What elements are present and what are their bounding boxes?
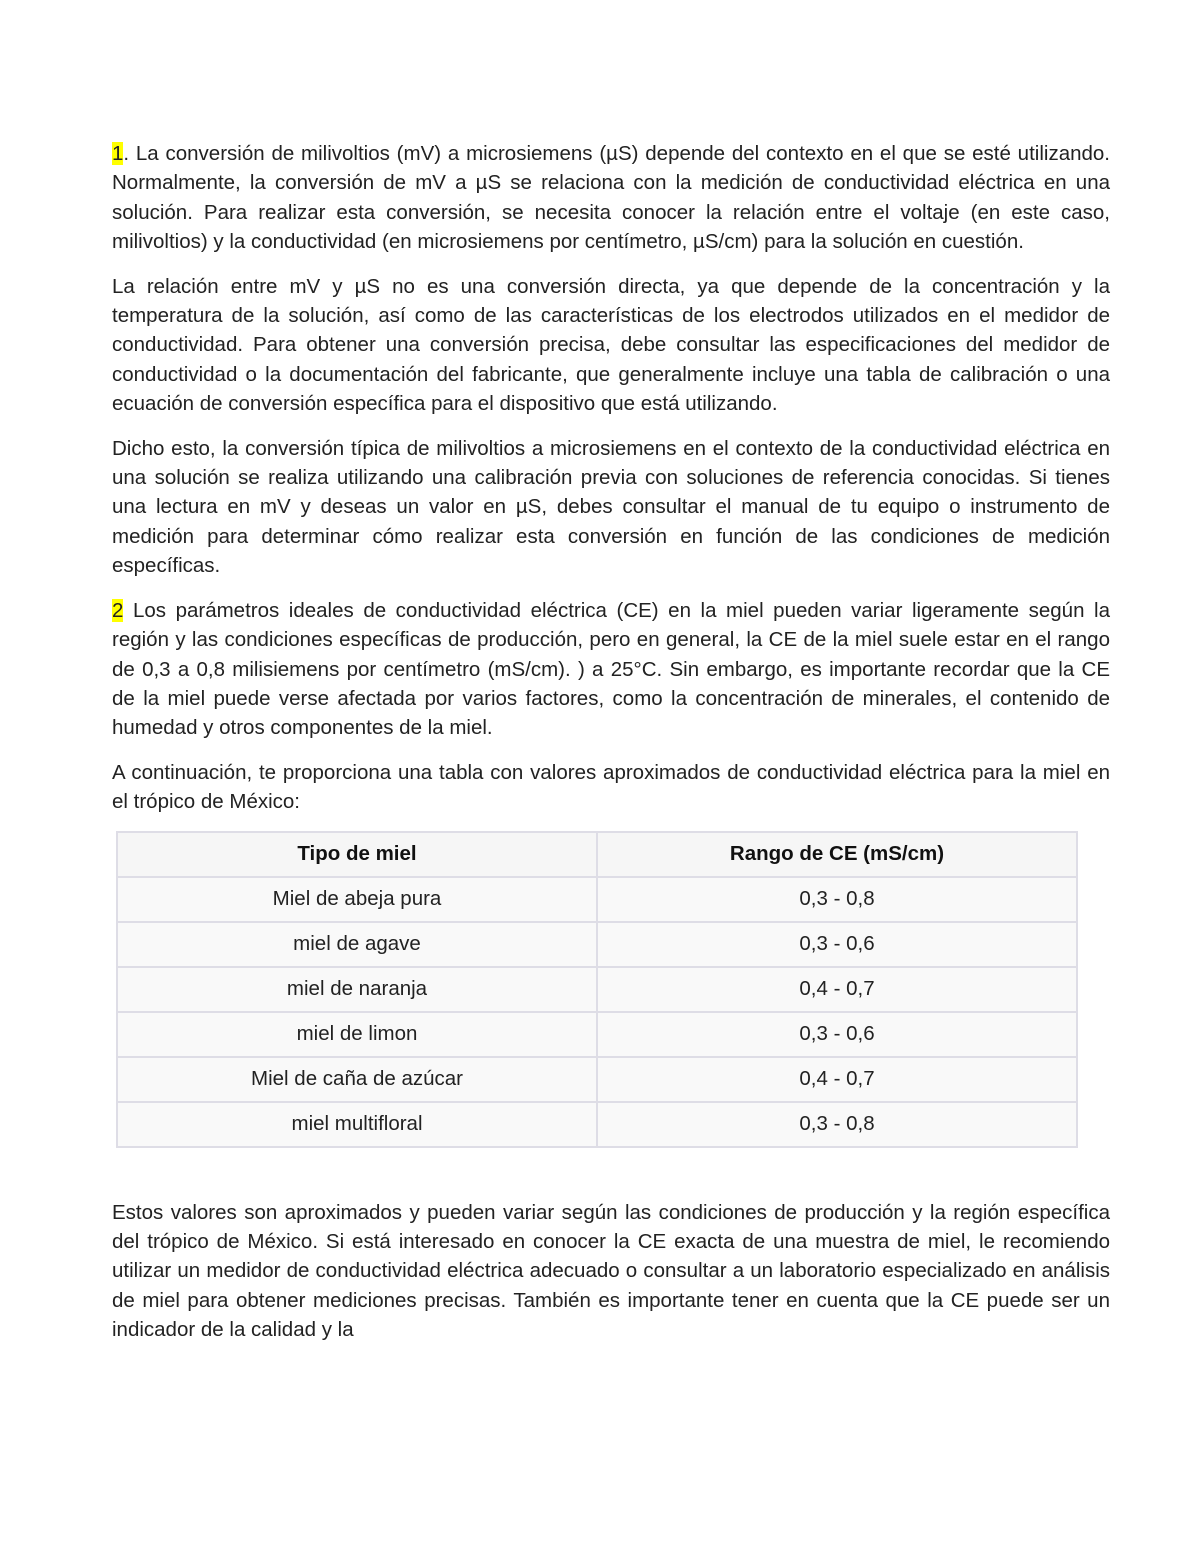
paragraph-relation: La relación entre mV y µS no es una conversión directa, ya que depende de la concentración y la temperatura de la solución, así como de las características de los electrodos utilizados en el medidor de conductividad. Para obtener una conversión precisa, debe consultar las especificaciones del medidor de conductividad o la documentación del fabricante, que generalmente incluye una tabla de calibración o una ecuación de conversión específica para el dispositivo que está utilizando. (112, 274, 1110, 416)
table-row (117, 877, 1077, 922)
paragraph-text: . La conversión de milivoltios (mV) a microsiemens (µS) depende del contexto en el que se esté utilizando. Normalmente, la conversión de mV a µS se relaciona con la medición de conductividad eléctrica en una solución. Para realizar esta conversión, se necesita conocer la relación entre el voltaje (en este caso, milivoltios) y la conductividad (en microsiemens por centímetro, µS/cm) para la solución en cuestión. (112, 142, 1110, 254)
conductivity-table (116, 831, 1078, 1148)
table-row (117, 967, 1077, 1012)
header-ce-range: Rango de CE (mS/cm) (597, 832, 1077, 877)
cell-ce-range: 0,3 - 0,6 (597, 1012, 1077, 1057)
paragraph-text: Los parámetros ideales de conductividad eléctrica (CE) en la miel pueden variar ligeramente según la región y las condiciones específicas de producción, pero en general, la CE de la miel suele estar en el rango de 0,3 a 0,8 milisiemens por centímetro (mS/cm). ) a 25°C. Sin embargo, es importante recordar que la CE de la miel puede verse afectada por varios factores, como la concentración de minerales, el contenido de humedad y otros componentes de la miel. (112, 598, 1110, 740)
highlight-marker-1: 1 (112, 142, 124, 165)
header-honey-type: Tipo de miel (117, 832, 597, 877)
table-row (117, 1012, 1077, 1057)
cell-ce-range: 0,3 - 0,6 (597, 922, 1077, 967)
cell-honey-type: miel de limon (117, 1012, 597, 1057)
cell-honey-type: miel de agave (117, 922, 597, 967)
table-header-row (117, 832, 1077, 877)
paragraph-table-intro: A continuación, te proporciona una tabla con valores aproximados de conductividad eléctrica para la miel en el trópico de México: (112, 760, 1110, 814)
highlight-marker-2: 2 (112, 598, 124, 622)
cell-ce-range: 0,4 - 0,7 (597, 967, 1077, 1012)
table-row (117, 1057, 1077, 1102)
paragraph-ideal-parameters (112, 596, 1110, 743)
table-row (117, 922, 1077, 967)
paragraph-closing: Estos valores son aproximados y pueden variar según las condiciones de producción y la región específica del trópico de México. Si está interesado en conocer la CE exacta de una muestra de miel, le recomiendo utilizar un medidor de conductividad eléctrica adecuado o consultar a un laboratorio especializado en análisis de miel para obtener mediciones precisas. También es importante tener en cuenta que la CE puede ser un indicador de la calidad y la (112, 1200, 1110, 1342)
cell-honey-type: Miel de caña de azúcar (117, 1057, 597, 1102)
cell-ce-range: 0,3 - 0,8 (597, 1102, 1077, 1147)
document-page (112, 139, 1110, 1360)
paragraph-conversion-intro (112, 139, 1110, 257)
cell-honey-type: Miel de abeja pura (117, 877, 597, 922)
cell-honey-type: miel multifloral (117, 1102, 597, 1147)
paragraph-typical-conversion: Dicho esto, la conversión típica de milivoltios a microsiemens en el contexto de la conductividad eléctrica en una solución se realiza utilizando una calibración previa con soluciones de referencia conocidas. Si tienes una lectura en mV y deseas un valor en µS, debes consultar el manual de tu equipo o instrumento de medición para determinar cómo realizar esta conversión en función de las condiciones de medición específicas. (112, 436, 1110, 578)
table-row (117, 1102, 1077, 1147)
cell-ce-range: 0,4 - 0,7 (597, 1057, 1077, 1102)
cell-ce-range: 0,3 - 0,8 (597, 877, 1077, 922)
cell-honey-type: miel de naranja (117, 967, 597, 1012)
